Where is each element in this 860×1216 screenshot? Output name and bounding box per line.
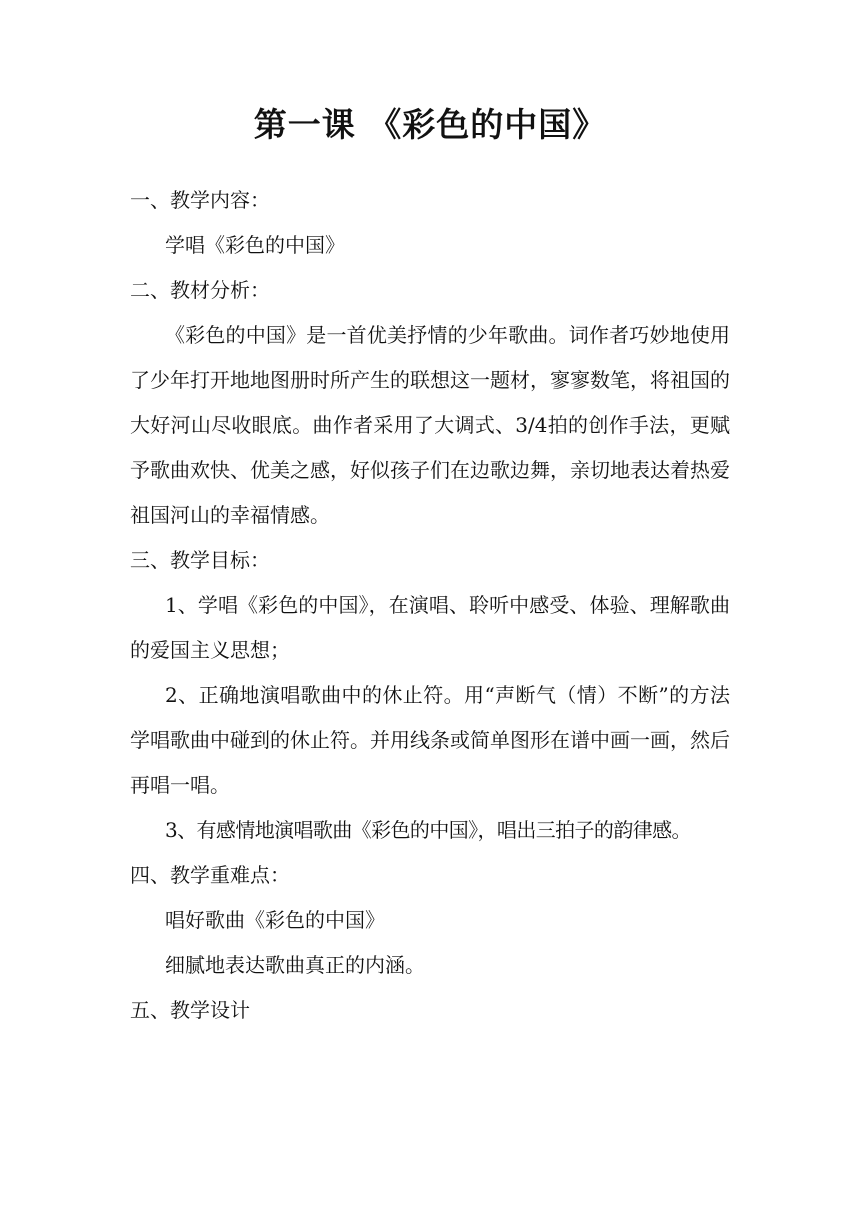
section-heading-analysis: 二、教材分析：: [130, 278, 270, 302]
document-body: [130, 178, 730, 1033]
section-heading-content: 一、教学内容：: [130, 188, 270, 212]
section-heading-goals: 三、教学目标：: [130, 548, 270, 572]
content-item: 学唱《彩色的中国》: [165, 233, 345, 257]
key-point-item-1: 唱好歌曲《彩色的中国》: [165, 908, 385, 932]
section-heading-design: 五、教学设计: [130, 998, 250, 1022]
goal-item-1: 1、学唱《彩色的中国》，在演唱、聆听中感受、体验、理解歌曲的爱国主义思想；: [130, 593, 730, 662]
key-point-item-2: 细腻地表达歌曲真正的内涵。: [165, 953, 425, 977]
section-heading-key-points: 四、教学重难点：: [130, 863, 290, 887]
goal-item-3: 3、有感情地演唱歌曲《彩色的中国》，唱出三拍子的韵律感。: [165, 818, 691, 842]
goal-item-2: 2、正确地演唱歌曲中的休止符。用“声断气（情）不断”的方法学唱歌曲中碰到的休止符。并用线条或简单图形在谱中画一画，然后再唱一唱。: [130, 683, 730, 797]
lesson-title: 第一课 《彩色的中国》: [253, 105, 607, 144]
analysis-paragraph: 《彩色的中国》是一首优美抒情的少年歌曲。词作者巧妙地使用了少年打开地地图册时所产生的联想这一题材，寥寥数笔，将祖国的大好河山尽收眼底。曲作者采用了大调式、3/4拍的创作手法，更赋予歌曲欢快、优美之感，好似孩子们在边歌边舞，亲切地表达着热爱祖国河山的幸福情感。: [130, 323, 730, 527]
